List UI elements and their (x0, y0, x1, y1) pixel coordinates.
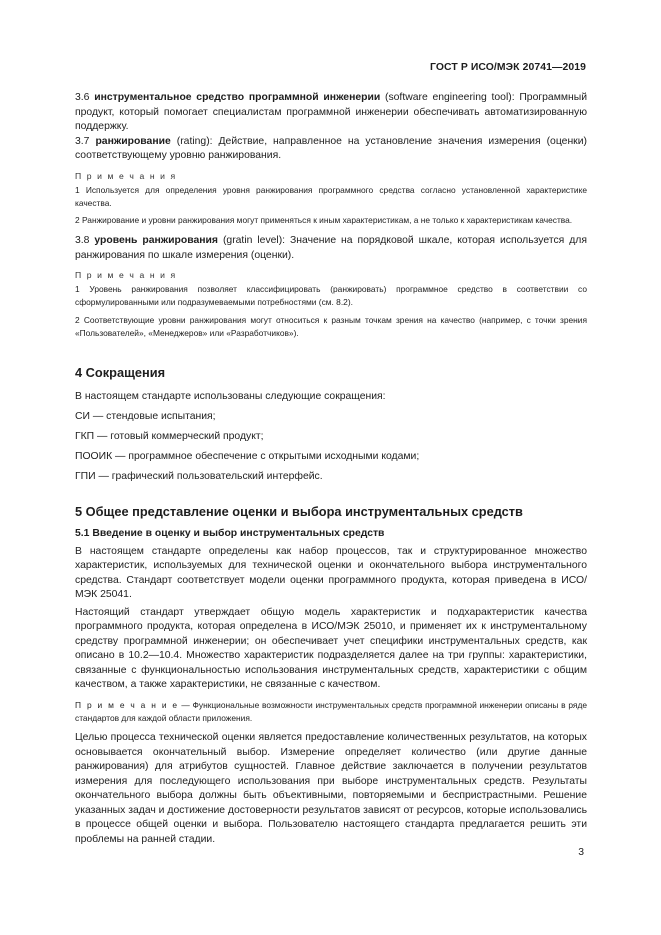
term-name: ранжирование (95, 135, 171, 147)
note-item: 2 Соответствующие уровни ранжирования могут относиться к разным точкам зрения на качество (например, с точки зрения «Пользователей», «Менеджеров» или «Разработчиков»). (75, 314, 587, 338)
note-text: — Функциональные возможности инструментальных средств программной инженерии описаны в ряде стандартов для каждой области приложения. (75, 699, 587, 724)
section-heading: 5 Общее представление оценки и выбора инструментальных средств (75, 503, 523, 519)
term-definition: (gratin level): Значение на порядковой шкале, которая используется для ранжирования по шкале измерения (оценки). (75, 235, 587, 261)
body-paragraph: Целью процесса технической оценки является предоставление количественных результатов, на которых основывается окончательный выбор. Измерение определяет количество (или другие данные ранжирования) для атрибутов сущностей. Главное действие заключается в получении результатов измерения для последующего использования при выборе инструментальных средств. Результаты окончательного выбора должны быть объективными, повторяемыми и беспристрастными. Решение указанных задач и достижение достоверности результатов зависят от ресурсов, которые использовались в процессе общей оценки и выбора. Пользователю настоящего стандарта предлагается решить эти проблемы на ранней стадии. (75, 732, 587, 845)
abbreviation-item: ПООИК — программное обеспечение с открытыми исходными кодами; (75, 450, 420, 462)
abbreviations-intro: В настоящем стандарте использованы следующие сокращения: (75, 390, 386, 402)
note-item: 1 Используется для определения уровня ранжирования программного средства согласно установленной характеристике качества. (75, 184, 587, 208)
term-3-7 (75, 135, 587, 164)
term-number: 3.8 (75, 235, 90, 247)
abbreviation-item: ГПИ — графический пользовательский интерфейс. (75, 470, 323, 482)
term-definition: (rating): Действие, направленное на установление значения измерения (оценки) соответствующему уровню ранжирования. (75, 135, 587, 161)
body-paragraph: Настоящий стандарт утверждает общую модель характеристик и подхарактеристик качества программного продукта, которая определена в ИСО/МЭК 25010, и применяет их к инструментальному средству программной инженерии; он обеспечивает учет специфики инструментальных средств, как описано в 10.2—10.4. Множество характеристик подразделяется далее на три группы: характеристики, связанные с функциональностью использования инструментальных средств, характеристики с общим качеством, а также характеристики, не связанные с качеством. (75, 606, 587, 691)
term-3-8 (75, 234, 587, 263)
note-label: П р и м е ч а н и е (75, 699, 179, 710)
page-number: 3 (578, 847, 584, 858)
notes-heading: П р и м е ч а н и я (75, 170, 177, 181)
document-header: ГОСТ Р ИСО/МЭК 20741—2019 (430, 62, 586, 73)
note-item: 1 Уровень ранжирования позволяет классифицировать (ранжировать) программное средство в соответствии со сформулированными или подразумеваемыми потребностями (см. 8.2). (75, 284, 587, 308)
note-paragraph (75, 699, 587, 725)
abbreviation-item: СИ — стендовые испытания; (75, 410, 216, 422)
notes-heading: П р и м е ч а н и я (75, 270, 177, 281)
term-3-6 (75, 91, 587, 135)
section-heading: 4 Сокращения (75, 364, 166, 380)
term-name: инструментальное средство программной инженерии (94, 92, 381, 103)
body-paragraph: В настоящем стандарте определены как набор процессов, так и структурированное множество характеристик, используемых для технической оценки и окончательного выбора инструментального средства. Стандарт соответствует модели оценки программного продукта, которая приведена в ИСО/МЭК 25041. (75, 545, 587, 601)
abbreviation-item: ГКП — готовый коммерческий продукт; (75, 430, 264, 442)
subsection-heading: 5.1 Введение в оценку и выбор инструментальных средств (75, 527, 385, 539)
term-number: 3.7 (75, 135, 90, 147)
term-name: уровень ранжирования (94, 235, 218, 247)
term-definition: (software engineering tool): Программный продукт, который помогает специалистам программной инженерии обеспечивать автоматизированную поддержку. (75, 92, 588, 132)
note-item: 2 Ранжирование и уровни ранжирования могут применяться к иным характеристикам, а не только к характеристикам качества. (75, 214, 573, 225)
term-number: 3.6 (75, 92, 90, 103)
document-body (75, 91, 587, 847)
